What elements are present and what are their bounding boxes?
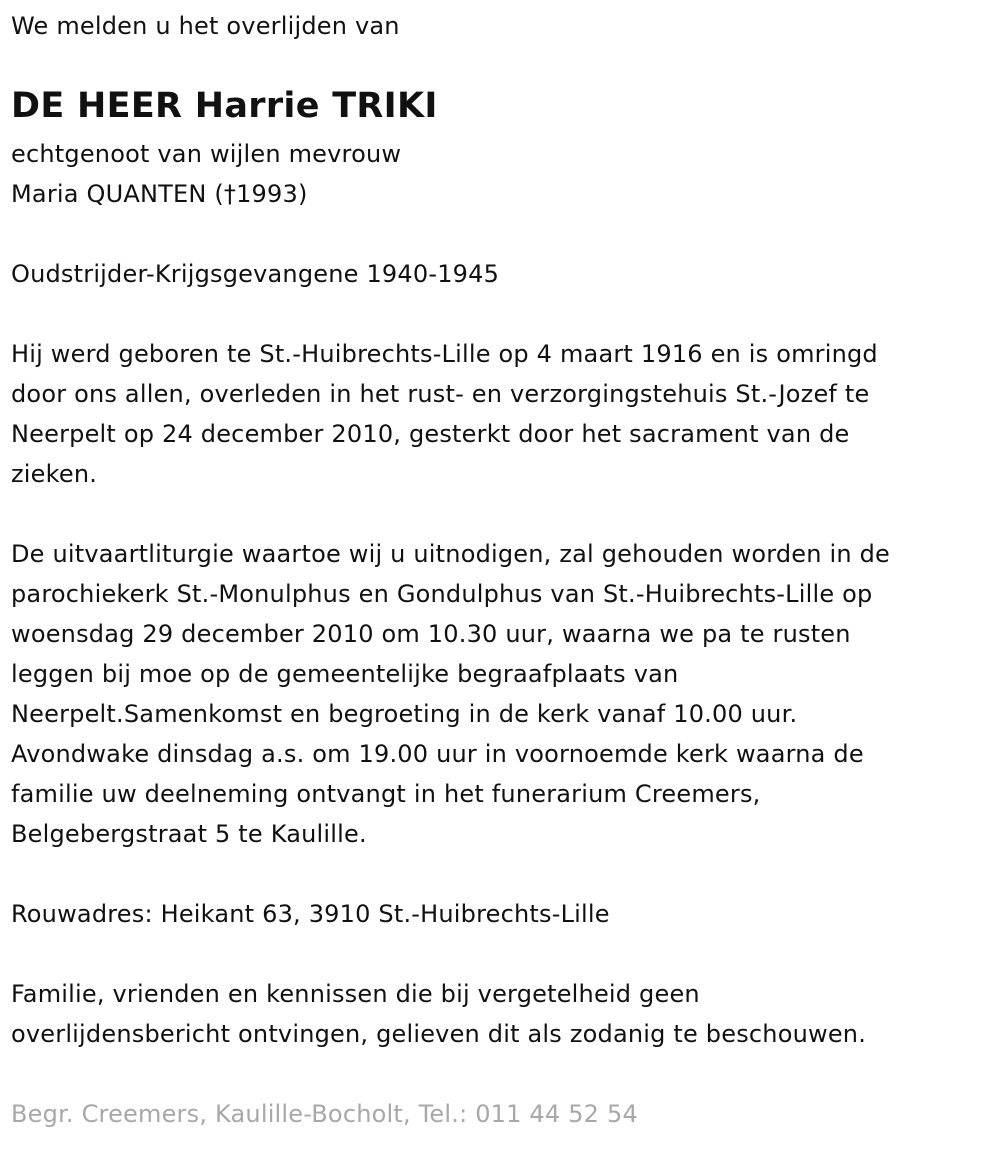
spouse-line: echtgenoot van wijlen mevrouw [11, 140, 402, 168]
paragraph-line: Neerpelt op 24 december 2010, gesterkt door het sacrament van de [11, 420, 850, 448]
undertaker-info [11, 1094, 638, 1134]
address-line: Rouwadres: Heikant 63, 3910 St.-Huibrechts-Lille [11, 900, 610, 928]
paragraph-line: Hij werd geboren te St.-Huibrechts-Lille op 4 maart 1916 en is omringd [11, 340, 878, 368]
funeral-paragraph [11, 534, 890, 854]
spouse-line: Maria QUANTEN (†1993) [11, 180, 308, 208]
paragraph-line: De uitvaartliturgie waartoe wij u uitnodigen, zal gehouden worden in de [11, 540, 890, 568]
paragraph-line: overlijdensbericht ontvingen, gelieven dit als zodanig te beschouwen. [11, 1020, 867, 1048]
paragraph-line: Belgebergstraat 5 te Kaulille. [11, 820, 367, 848]
birth-death-paragraph [11, 334, 878, 494]
paragraph-line: zieken. [11, 460, 98, 488]
veteran-line: Oudstrijder-Krijgsgevangene 1940-1945 [11, 260, 500, 288]
family-paragraph [11, 974, 866, 1054]
veteran-status [11, 254, 499, 294]
intro-text: We melden u het overlijden van [11, 12, 400, 40]
spouse-info [11, 134, 401, 214]
deceased-name: DE HEER Harrie TRIKI [11, 86, 438, 126]
mourning-address [11, 894, 610, 934]
paragraph-line: leggen bij moe op de gemeentelijke begraafplaats van [11, 660, 679, 688]
paragraph-line: Familie, vrienden en kennissen die bij vergetelheid geen [11, 980, 700, 1008]
paragraph-line: Neerpelt.Samenkomst en begroeting in de kerk vanaf 10.00 uur. [11, 700, 798, 728]
paragraph-line: woensdag 29 december 2010 om 10.30 uur, waarna we pa te rusten [11, 620, 851, 648]
undertaker-line: Begr. Creemers, Kaulille-Bocholt, Tel.: 011 44 52 54 [11, 1100, 638, 1128]
paragraph-line: parochiekerk St.-Monulphus en Gondulphus van St.-Huibrechts-Lille op [11, 580, 873, 608]
paragraph-line: familie uw deelneming ontvangt in het funerarium Creemers, [11, 780, 761, 808]
paragraph-line: Avondwake dinsdag a.s. om 19.00 uur in voornoemde kerk waarna de [11, 740, 864, 768]
paragraph-line: door ons allen, overleden in het rust- en verzorgingstehuis St.-Jozef te [11, 380, 870, 408]
